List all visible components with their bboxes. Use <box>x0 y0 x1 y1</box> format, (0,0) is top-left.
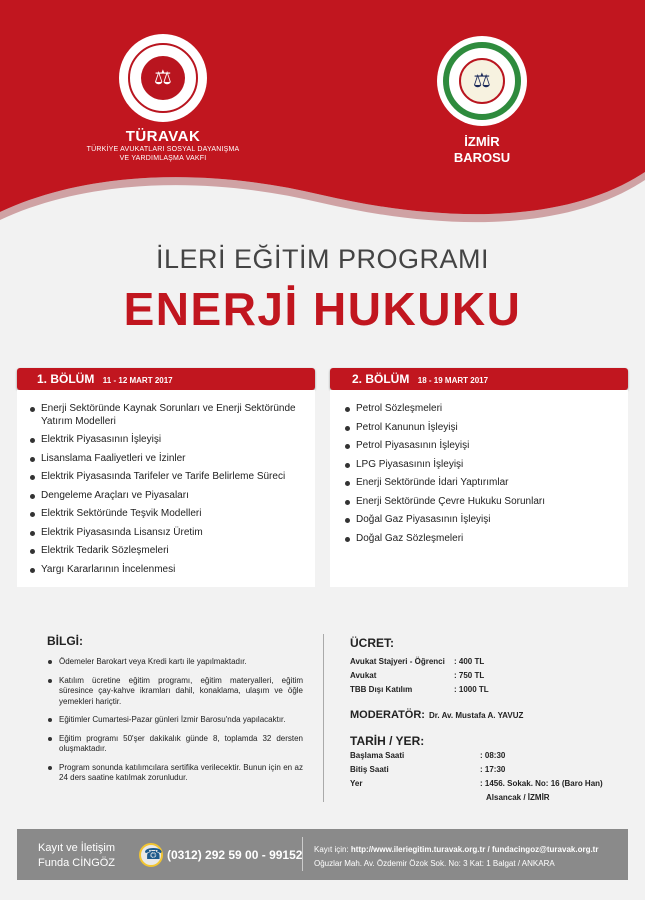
info-list <box>47 657 303 792</box>
registration-links[interactable]: http://www.ileriegitim.turavak.org.tr / fundacingoz@turavak.org.tr <box>350 845 599 854</box>
list-item: Petrol Sözleşmeleri <box>342 403 612 416</box>
section1-header <box>17 368 315 390</box>
registration-prefix: Kayıt için: <box>314 845 349 854</box>
bullet-icon <box>345 407 350 412</box>
bullet-icon <box>345 481 350 486</box>
section1-topic-list <box>27 403 307 582</box>
footer-divider <box>302 837 303 871</box>
footer-contact <box>38 841 115 871</box>
list-item: Eğitimler Cumartesi-Pazar günleri İzmir Barosu'nda yapılacaktır. <box>47 715 303 726</box>
moderator-name: Dr. Av. Mustafa A. YAVUZ <box>428 711 524 720</box>
turavak-name: TÜRAVAK <box>125 128 201 145</box>
schedule-title: TARİH / YER: <box>350 734 425 748</box>
bullet-icon <box>30 457 35 462</box>
bullet-icon <box>30 407 35 412</box>
program-subtitle: İLERİ EĞİTİM PROGRAMI <box>155 244 490 274</box>
turavak-logo <box>78 34 248 163</box>
bullet-icon <box>30 531 35 536</box>
list-item: Katılım ücretine eğitim programı, eğitim materyalleri, eğitim süresince çay-kahve ikramları dahil, konaklama, ulaşım ve öğle yemekleri hariçtir. <box>47 676 303 708</box>
schedule-row: Bitiş Saati : 17:30 <box>350 765 506 774</box>
list-item: Petrol Kanunun İşleyişi <box>342 422 612 435</box>
info-title: BİLGİ: <box>47 634 83 648</box>
section1-label: 1. BÖLÜM <box>37 372 95 386</box>
info-divider <box>323 634 324 802</box>
bullet-icon <box>48 718 52 722</box>
list-item: Elektrik Sektöründe Teşvik Modelleri <box>27 508 307 521</box>
list-item: Doğal Gaz Sözleşmeleri <box>342 533 612 546</box>
list-item: Enerji Sektöründe İdari Yaptırımlar <box>342 477 612 490</box>
footer-registration <box>314 843 598 871</box>
section1-dates: 11 - 12 MART 2017 <box>102 376 173 385</box>
section2-topic-list <box>342 403 612 551</box>
schedule-table <box>350 749 625 805</box>
list-item: Eğitim programı 50'şer dakikalık günde 8, toplamda 32 dersten oluşmaktadır. <box>47 734 303 755</box>
list-item: Enerji Sektöründe Çevre Hukuku Sorunları <box>342 496 612 509</box>
turavak-seal <box>119 34 207 122</box>
list-item: Elektrik Piyasasında Tarifeler ve Tarife Belirleme Süreci <box>27 471 307 484</box>
bullet-icon <box>345 500 350 505</box>
list-item: Lisanslama Faaliyetleri ve İzinler <box>27 453 307 466</box>
footer-contact-name: Funda CİNGÖZ <box>38 857 116 869</box>
footer <box>17 829 628 880</box>
bullet-icon <box>30 494 35 499</box>
bullet-icon <box>345 463 350 468</box>
bullet-icon <box>30 568 35 573</box>
bullet-icon <box>345 537 350 542</box>
fee-row: Avukat : 750 TL <box>350 671 485 680</box>
bullet-icon <box>345 426 350 431</box>
bullet-icon <box>30 549 35 554</box>
torch-emblem-icon: ⚖ <box>459 58 505 104</box>
footer-address: Oğuzlar Mah. Av. Özdemir Özok Sok. No: 3 Kat: 1 Balgat / ANKARA <box>314 859 555 868</box>
fees-title: ÜCRET: <box>350 636 394 650</box>
bullet-icon <box>48 679 52 683</box>
list-item: Enerji Sektöründe Kaynak Sorunları ve Enerji Sektöründe Yatırım Modelleri <box>27 403 307 428</box>
bullet-icon <box>30 438 35 443</box>
bullet-icon <box>345 444 350 449</box>
phone-icon <box>139 843 163 867</box>
list-item: Doğal Gaz Piyasasının İşleyişi <box>342 514 612 527</box>
list-item: Elektrik Piyasasının İşleyişi <box>27 434 307 447</box>
bullet-icon <box>48 660 52 664</box>
list-item: Elektrik Tedarik Sözleşmeleri <box>27 545 307 558</box>
turavak-subtitle-line1: TÜRKİYE AVUKATLARI SOSYAL DAYANIŞMA <box>86 146 240 153</box>
turavak-subtitle-line2: VE YARDIMLAŞMA VAKFI <box>119 155 207 162</box>
bullet-icon <box>48 766 52 770</box>
list-item: Ödemeler Barokart veya Kredi kartı ile yapılmaktadır. <box>47 657 303 668</box>
list-item: Yargı Kararlarının İncelenmesi <box>27 564 307 577</box>
list-item: Petrol Piyasasının İşleyişi <box>342 440 612 453</box>
section2-dates: 18 - 19 MART 2017 <box>417 376 489 385</box>
izmir-barosu-name-line2: BAROSU <box>453 150 511 165</box>
list-item: LPG Piyasasının İşleyişi <box>342 459 612 472</box>
bullet-icon <box>48 737 52 741</box>
fee-row: Avukat Stajyeri - Öğrenci : 400 TL <box>350 657 485 666</box>
izmir-barosu-name-line1: İZMİR <box>464 134 500 149</box>
section2-label: 2. BÖLÜM <box>352 372 410 386</box>
list-item: Dengeleme Araçları ve Piyasaları <box>27 490 307 503</box>
section2-header <box>330 368 628 390</box>
bullet-icon <box>30 475 35 480</box>
schedule-row: Başlama Saati : 08:30 <box>350 751 506 760</box>
schedule-row: Yer : 1456. Sokak. No: 16 (Baro Han) <box>350 779 603 788</box>
moderator-label: MODERATÖR: <box>350 709 425 721</box>
footer-contact-line1: Kayıt ve İletişim <box>38 842 116 854</box>
bullet-icon <box>30 512 35 517</box>
list-item: Program sonunda katılımcılara sertifika verilecektir. Bunun için en az 24 ders saatine katılmak zorunludur. <box>47 763 303 784</box>
izmir-barosu-seal <box>437 36 527 126</box>
schedule-row: Alsancak / İZMİR <box>486 793 550 802</box>
program-title: ENERJİ HUKUKU <box>123 283 522 335</box>
bullet-icon <box>345 518 350 523</box>
moderator <box>350 709 523 721</box>
fees-table <box>350 655 600 697</box>
izmir-barosu-logo <box>432 36 532 166</box>
scales-of-justice-icon: ⚖ <box>141 56 185 100</box>
list-item: Elektrik Piyasasında Lisansız Üretim <box>27 527 307 540</box>
footer-phone[interactable]: (0312) 292 59 00 - 99152 <box>167 848 303 862</box>
fee-row: TBB Dışı Katılım : 1000 TL <box>350 685 489 694</box>
